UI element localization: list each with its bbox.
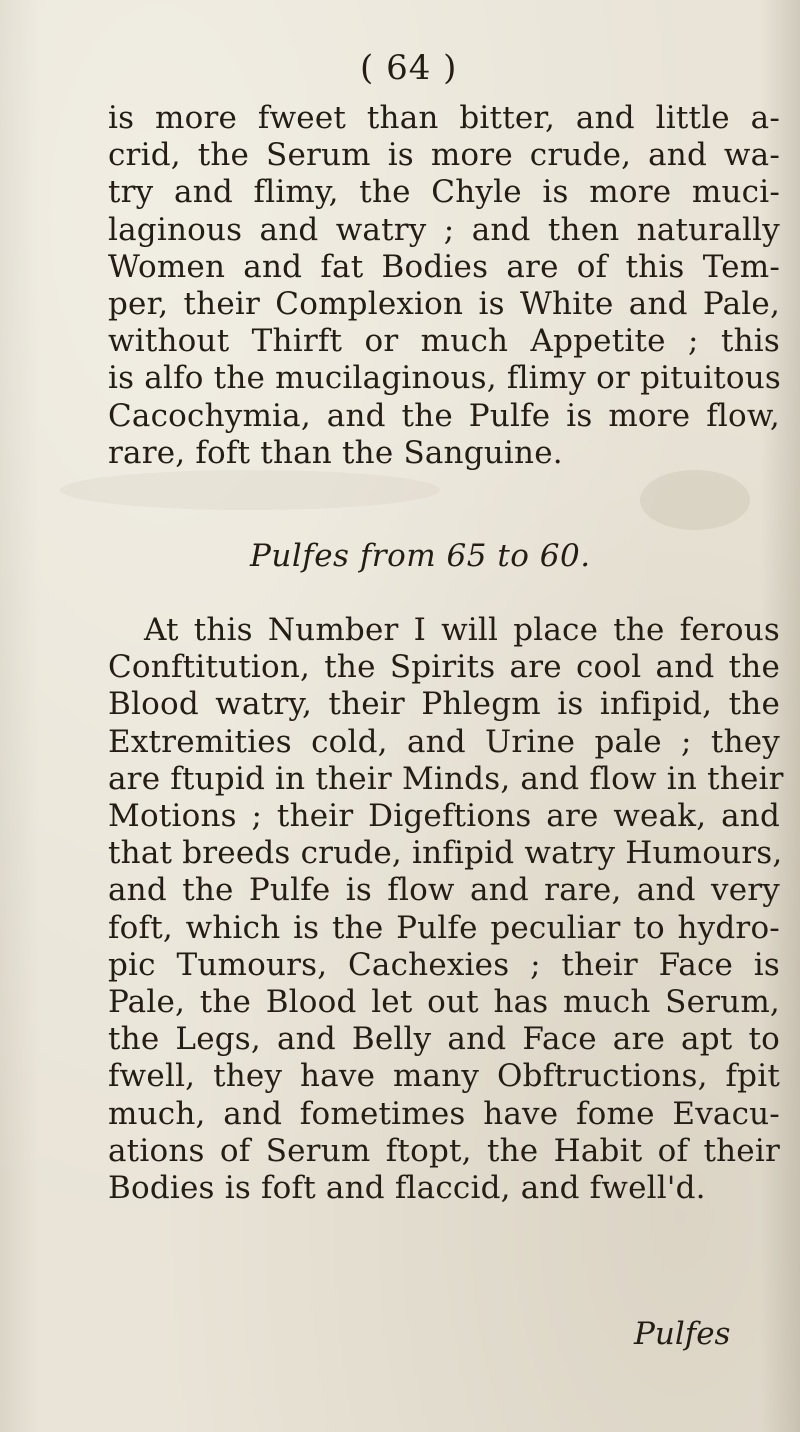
paper-stain xyxy=(60,470,440,510)
text-line: foft, which is the Pulfe peculiar to hydro- xyxy=(108,909,780,946)
text-line: is alfo the mucilaginous, flimy or pituitous xyxy=(108,360,781,397)
paragraph-1 xyxy=(108,100,780,472)
text-line: fwell, they have many Obftructions, fpit xyxy=(108,1058,780,1095)
text-line: per, their Complexion is White and Pale, xyxy=(108,286,780,323)
text-line: the Legs, and Belly and Face are apt to xyxy=(108,1021,780,1058)
page-number: ( 64 ) xyxy=(360,48,458,88)
text-line: Bodies is foft and flaccid, and fwell'd. xyxy=(108,1170,706,1207)
text-line: are ftupid in their Minds, and flow in their xyxy=(108,760,784,797)
text-line: ations of Serum ftopt, the Habit of their xyxy=(108,1132,780,1169)
text-line: Cacochymia, and the Pulfe is more flow, xyxy=(108,397,780,434)
text-line: is more fweet than bitter, and little a- xyxy=(108,100,780,136)
paragraph-2 xyxy=(108,612,784,1207)
text-line: crid, the Serum is more crude, and wa- xyxy=(108,137,780,174)
text-line: Motions ; their Digeftions are weak, and xyxy=(108,798,780,835)
text-line: without Thirft or much Appetite ; this xyxy=(108,323,780,360)
text-line: that breeds crude, infipid watry Humours, xyxy=(108,835,783,872)
text-line: rare, foft than the Sanguine. xyxy=(108,434,563,471)
text-line: Women and fat Bodies are of this Tem- xyxy=(108,248,780,285)
text-line: and the Pulfe is flow and rare, and very xyxy=(108,872,780,909)
text-line: try and flimy, the Chyle is more muci- xyxy=(108,174,780,211)
text-line: pic Tumours, Cachexies ; their Face is xyxy=(108,946,780,983)
text-line: Conftitution, the Spirits are cool and the xyxy=(108,649,780,686)
catchword: Pulfes xyxy=(634,1316,731,1352)
text-line: Extremities cold, and Urine pale ; they xyxy=(108,723,780,760)
text-line: Blood watry, their Phlegm is infipid, the xyxy=(108,686,780,723)
paper-stain xyxy=(640,470,750,530)
section-heading: Pulfes from 65 to 60. xyxy=(250,538,591,574)
text-line: much, and fometimes have fome Evacu- xyxy=(108,1095,780,1132)
text-line: Pale, the Blood let out has much Serum, xyxy=(108,984,780,1021)
text-line: laginous and watry ; and then naturally xyxy=(108,211,780,248)
text-line: At this Number I will place the ferous xyxy=(144,612,780,648)
